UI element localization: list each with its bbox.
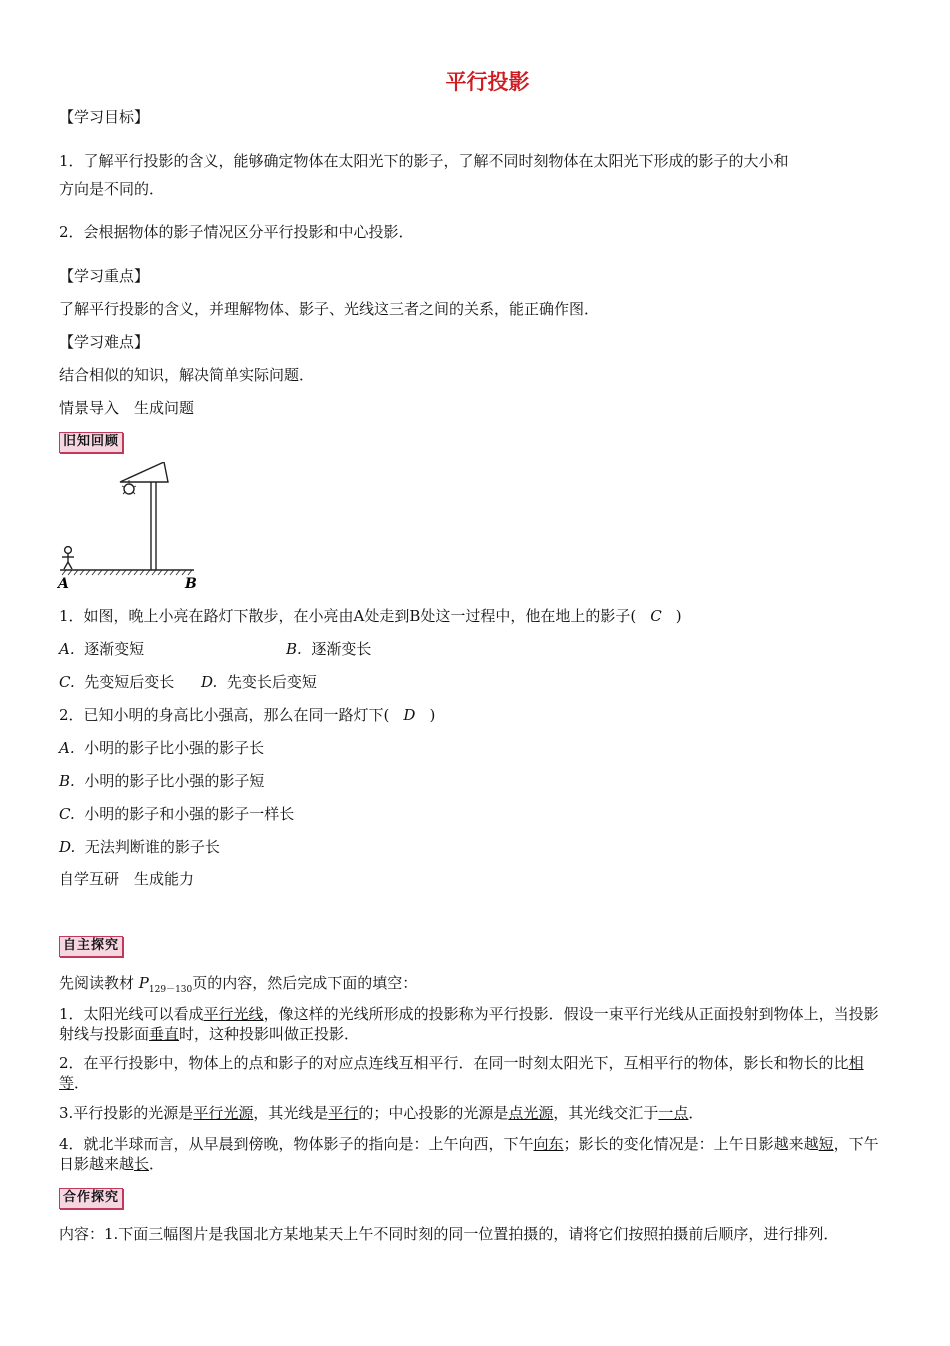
objective-1-cont: 方向是不同的．	[59, 180, 165, 198]
blank-parallel: 平行	[328, 1104, 359, 1122]
badge-self-study: 自主探究	[59, 936, 123, 957]
question-1: 1．如图，晚上小亮在路灯下散步，在小亮由A处走到B处这一过程中，他在地上的影子( C )	[59, 607, 682, 625]
objectives-heading: 【学习目标】	[59, 108, 150, 126]
fill-item-3: 3.平行投影的光源是平行光源，其光线是平行的；中心投影的光源是点光源，其光线交汇于一点．	[59, 1104, 704, 1122]
fill-item-2: 2．在平行投影中，物体上的点和影子的对应点连线互相平行．在同一时刻太阳光下，互相平行的物体，影长和物长的比相等．	[59, 1054, 864, 1092]
answer-1: C	[650, 607, 662, 625]
fill-item-4: 4．就北半球而言，从早晨到傍晚，物体影子的指向是：上午向西，下午向东；影长的变化情况是：上午日影越来越短，下午日影越来越长．	[59, 1135, 879, 1173]
badge-review: 旧知回顾	[59, 432, 123, 453]
streetlamp-figure	[56, 462, 206, 592]
self-section-title: 自学互研 生成能力	[59, 870, 195, 888]
keypoints-text: 了解平行投影的含义，并理解物体、影子、光线这三者之间的关系，能正确作图．	[59, 300, 600, 318]
reading-instruction: 先阅读教材 $P_{129-130}$页的内容，然后完成下面的填空：	[59, 974, 418, 995]
objective-1: 1．了解平行投影的含义，能够确定物体在太阳光下的影子，了解不同时刻物体在太阳光下形成的影子的大小和	[59, 152, 789, 170]
fill-item-1: 1．太阳光线可以看成平行光线，像这样的光线所形成的投影称为平行投影．假设一束平行光线从正面投射到物体上，当投影射线与投影面垂直时，这种投影叫做正投影．	[59, 1005, 879, 1043]
blank-perpendicular: 垂直	[149, 1025, 180, 1043]
question-2: 2．已知小明的身高比小强高，那么在同一路灯下( D )	[59, 706, 436, 724]
blank-point-source: 点光源	[508, 1104, 554, 1122]
blank-parallel-light: 平行光线	[203, 1005, 264, 1023]
difficulty-heading: 【学习难点】	[59, 333, 150, 351]
lamp-head	[120, 462, 168, 482]
q2-option-c: C. 小明的影子和小强的影子一样长	[59, 805, 295, 823]
q1-option-a: A. 逐渐变短	[59, 640, 145, 658]
objective-2: 2．会根据物体的影子情况区分平行投影和中心投影．	[59, 223, 414, 241]
q2-option-b: B. 小明的影子比小强的影子短	[59, 772, 265, 790]
lamp-bulb-icon	[124, 484, 134, 494]
label-b: B	[185, 576, 197, 592]
blank-short: 短	[818, 1135, 834, 1153]
blank-equal: 相等	[59, 1054, 864, 1092]
answer-2: D	[403, 706, 416, 724]
page-title: 平行投影	[445, 70, 530, 94]
q2-option-d: D. 无法判断谁的影子长	[59, 838, 220, 856]
person-icon	[65, 547, 72, 554]
q1-option-c: C. 先变短后变长	[59, 673, 175, 691]
difficulty-text: 结合相似的知识，解决简单实际问题．	[59, 366, 315, 384]
blank-parallel-source: 平行光源	[193, 1104, 254, 1122]
cooperation-content: 内容：1.下面三幅图片是我国北方某地某天上午不同时刻的同一位置拍摄的，请将它们按照拍摄前后顺序，进行排列．	[59, 1225, 839, 1243]
q1-option-b: B. 逐渐变长	[286, 640, 372, 658]
keypoints-heading: 【学习重点】	[59, 267, 150, 285]
blank-long: 长	[134, 1155, 150, 1173]
label-a: A	[58, 576, 69, 592]
blank-east: 向东	[533, 1135, 564, 1153]
q2-option-a: A. 小明的影子比小强的影子长	[59, 739, 265, 757]
badge-cooperation: 合作探究	[59, 1188, 123, 1209]
q1-option-d: D. 先变长后变短	[201, 673, 317, 691]
blank-one-point: 一点	[658, 1104, 689, 1122]
intro-section-title: 情景导入 生成问题	[59, 399, 195, 417]
